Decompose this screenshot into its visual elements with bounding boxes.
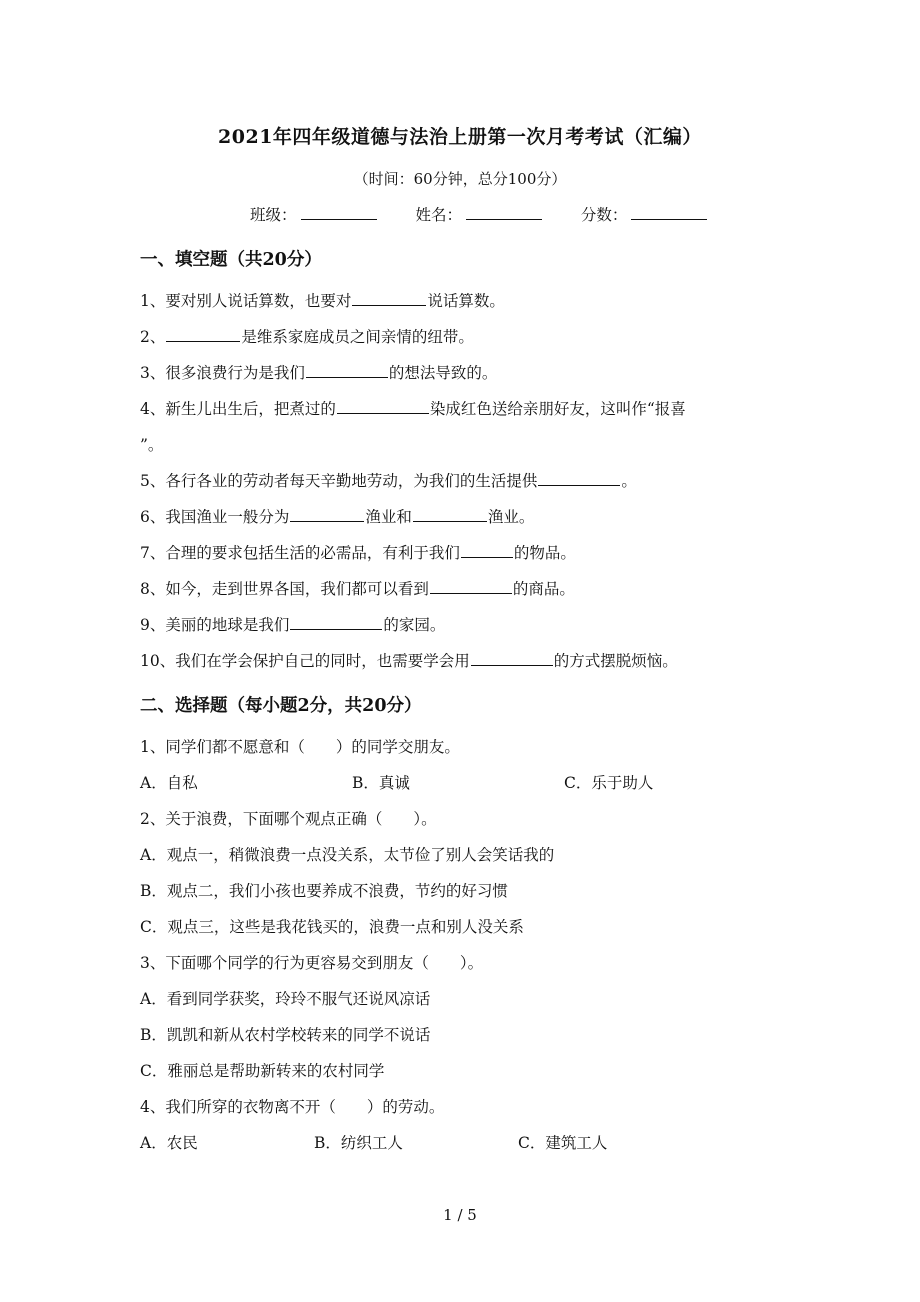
choice-question-4: 4、我们所穿的衣物离不开（ ）的劳动。 xyxy=(140,1098,445,1116)
question-text: 。 xyxy=(621,472,637,490)
answer-blank xyxy=(430,579,512,594)
option-a: A．农民 xyxy=(140,1134,198,1152)
name-field xyxy=(415,203,542,225)
answer-blank xyxy=(290,615,382,630)
question-text: 的想法导致的。 xyxy=(388,364,498,382)
answer-blank xyxy=(306,363,388,378)
question-text: ”。 xyxy=(140,436,164,454)
question-text: 7、合理的要求包括生活的必需品，有利于我们 xyxy=(140,544,460,562)
fill-question-3 xyxy=(140,361,497,383)
choice-question-2-option-a: A．观点一，稍微浪费一点没关系，太节俭了别人会笑话我的 xyxy=(140,846,555,864)
choice-question-2-option-c: C．观点三，这些是我花钱买的，浪费一点和别人没关系 xyxy=(140,918,524,936)
option-b: B．真诚 xyxy=(352,774,410,792)
fill-question-2 xyxy=(140,325,474,347)
question-text: 10、我们在学会保护自己的同时，也需要学会用 xyxy=(140,652,470,670)
score-field xyxy=(581,203,708,225)
question-text: 是维系家庭成员之间亲情的纽带。 xyxy=(241,328,474,346)
section-fill-in-title: 一、填空题（共20分） xyxy=(140,250,322,270)
answer-blank xyxy=(461,543,513,558)
fill-question-10 xyxy=(140,649,678,671)
answer-blank xyxy=(538,471,620,486)
question-text: 4、新生儿出生后，把煮过的 xyxy=(140,400,336,418)
student-info-row xyxy=(250,203,741,225)
score-label: 分数： xyxy=(580,206,628,224)
fill-question-4 xyxy=(140,397,686,419)
page-title: 2021年四年级道德与法治上册第一次月考考试（汇编） xyxy=(218,126,702,148)
question-text: 的方式摆脱烦恼。 xyxy=(553,652,678,670)
name-label: 姓名： xyxy=(415,206,462,224)
answer-blank xyxy=(413,507,487,522)
answer-blank xyxy=(290,507,364,522)
question-text: 3、很多浪费行为是我们 xyxy=(140,364,305,382)
option-b: B．纺织工人 xyxy=(314,1134,403,1152)
option-c: C．乐于助人 xyxy=(564,774,654,792)
question-text: 渔业和 xyxy=(365,508,412,526)
question-text: 5、各行各业的劳动者每天辛勤地劳动，为我们的生活提供 xyxy=(140,472,538,490)
class-label: 班级： xyxy=(250,206,297,224)
question-text: 染成红色送给亲朋好友，这叫作“报喜 xyxy=(429,400,686,418)
answer-blank xyxy=(471,651,553,666)
fill-question-5 xyxy=(140,469,637,491)
score-blank xyxy=(631,205,707,220)
choice-question-2: 2、关于浪费，下面哪个观点正确（ ）。 xyxy=(140,810,437,828)
answer-blank xyxy=(166,327,240,342)
question-text: 2、 xyxy=(140,328,166,346)
answer-blank xyxy=(352,291,426,306)
answer-blank xyxy=(337,399,429,414)
question-text: 9、美丽的地球是我们 xyxy=(140,616,290,634)
question-text: 的家园。 xyxy=(383,616,446,634)
choice-question-2-option-b: B．观点二，我们小孩也要养成不浪费，节约的好习惯 xyxy=(140,882,508,900)
fill-question-9 xyxy=(140,613,445,635)
fill-question-1 xyxy=(140,289,505,311)
question-text: 6、我国渔业一般分为 xyxy=(140,508,290,526)
option-a: A．自私 xyxy=(140,774,198,792)
section-choice-title: 二、选择题（每小题2分，共20分） xyxy=(140,696,422,716)
choice-question-4-options xyxy=(140,1131,607,1153)
class-field xyxy=(250,203,377,225)
fill-question-8 xyxy=(140,577,575,599)
question-text: 说话算数。 xyxy=(427,292,505,310)
choice-question-3-option-b: B．凯凯和新从农村学校转来的同学不说话 xyxy=(140,1026,431,1044)
question-text: 1、要对别人说话算数，也要对 xyxy=(140,292,352,310)
fill-question-7 xyxy=(140,541,576,563)
page-number: 1 / 5 xyxy=(443,1206,477,1224)
question-text: 的商品。 xyxy=(512,580,575,598)
choice-question-3: 3、下面哪个同学的行为更容易交到朋友（ ）。 xyxy=(140,954,484,972)
question-text: 8、如今，走到世界各国，我们都可以看到 xyxy=(140,580,429,598)
exam-time-info: （时间：60分钟，总分100分） xyxy=(353,170,567,188)
fill-question-6 xyxy=(140,505,534,527)
option-c: C．建筑工人 xyxy=(518,1134,608,1152)
fill-question-4-continued xyxy=(140,433,163,455)
class-blank xyxy=(301,205,377,220)
choice-question-3-option-c: C．雅丽总是帮助新转来的农村同学 xyxy=(140,1062,385,1080)
choice-question-1-options xyxy=(140,771,653,793)
question-text: 的物品。 xyxy=(513,544,576,562)
question-text: 渔业。 xyxy=(487,508,535,526)
choice-question-1: 1、同学们都不愿意和（ ）的同学交朋友。 xyxy=(140,738,460,756)
choice-question-3-option-a: A．看到同学获奖，玲玲不服气还说风凉话 xyxy=(140,990,431,1008)
name-blank xyxy=(466,205,542,220)
